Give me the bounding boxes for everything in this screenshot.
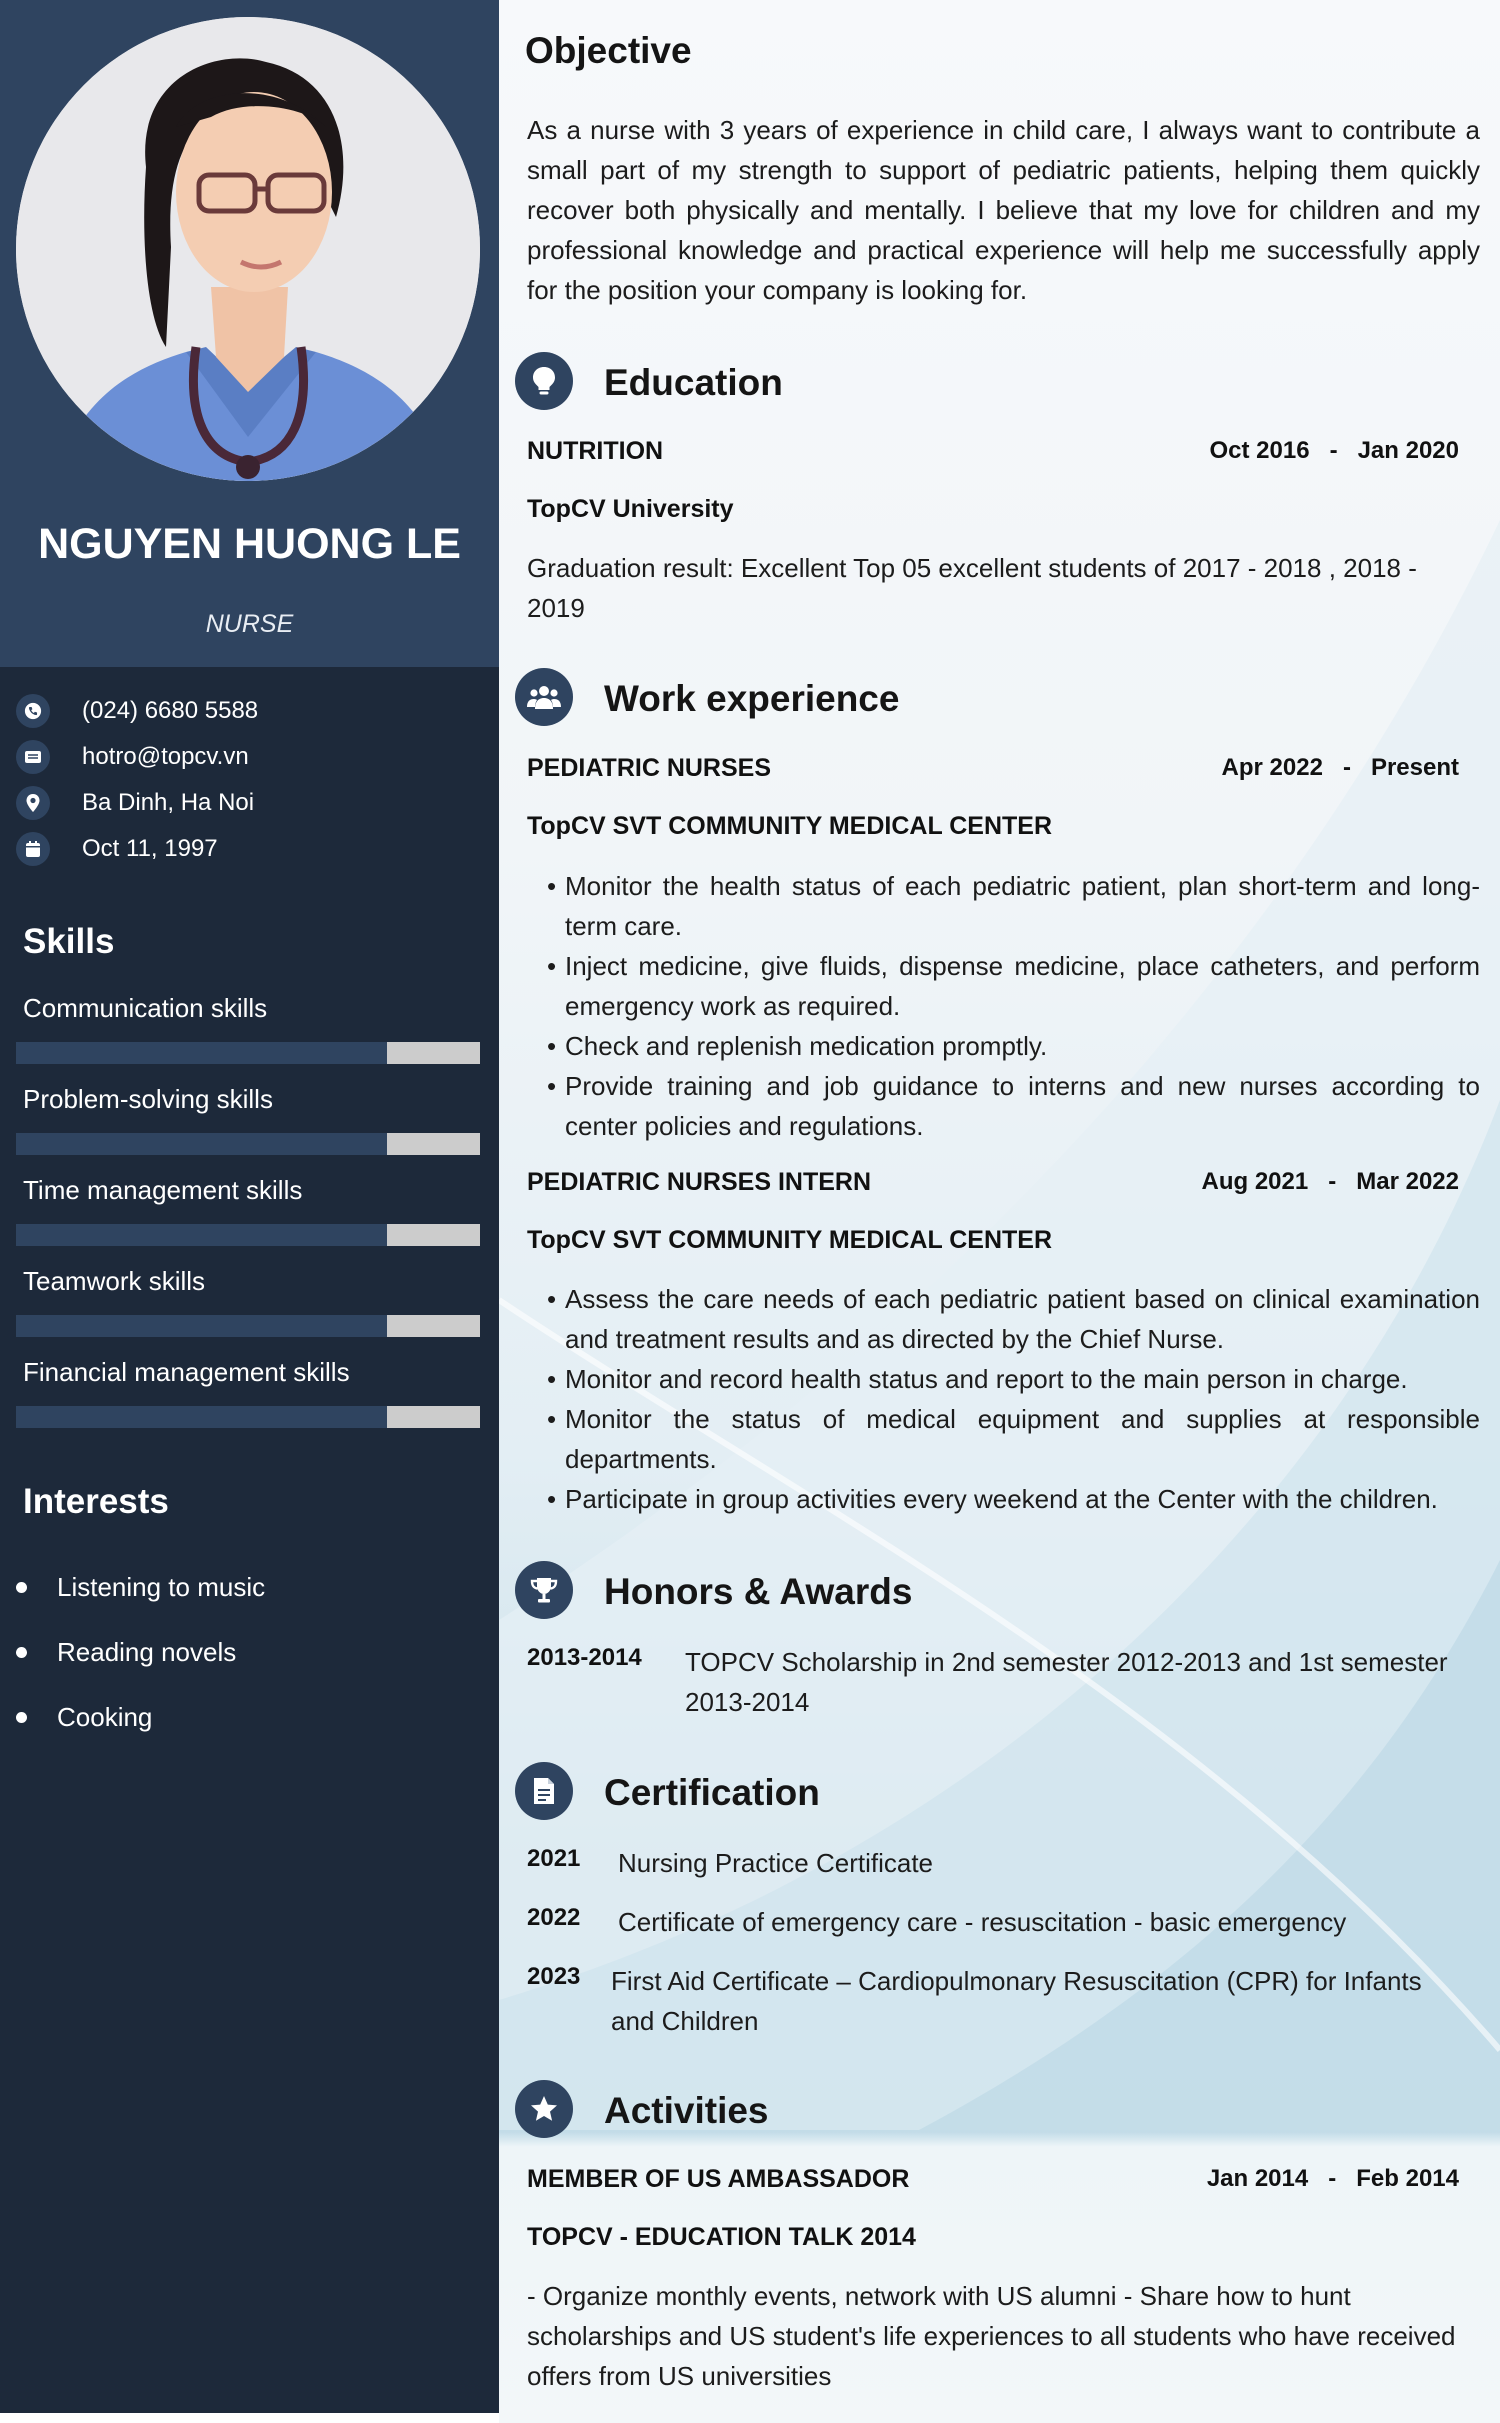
duty-item: • Provide training and job guidance to interns and new nurses according to center policies and regulations. <box>547 1066 1480 1146</box>
bullet-dot <box>16 1647 27 1658</box>
skill-label: Teamwork skills <box>23 1266 206 1296</box>
duty-item: • Check and replenish medication promptly. <box>547 1026 1480 1066</box>
duty-item: • Assess the care needs of each pediatric patient based on clinical examination and treatment results and as directed by the Chief Nurse. <box>547 1279 1480 1359</box>
job-duties <box>547 866 1480 1146</box>
duty-item: • Monitor the status of medical equipment and supplies at responsible departments. <box>547 1399 1480 1479</box>
job-dates: Aug 2021 - Mar 2022 <box>1201 1168 1459 1195</box>
job-duties <box>547 1279 1480 1519</box>
contact-email <box>16 734 486 780</box>
activities-heading: Activities <box>604 2090 769 2131</box>
education-result: Graduation result: Excellent Top 05 excellent students of 2017 - 2018 , 2018 - 2019 <box>527 553 1417 623</box>
contact-list <box>16 688 486 872</box>
education-major: NUTRITION <box>527 437 664 465</box>
honors-heading: Honors & Awards <box>604 1571 913 1612</box>
skill-label: Problem-solving skills <box>23 1084 273 1114</box>
contact-location <box>16 780 486 826</box>
skill-label: Communication skills <box>23 993 268 1023</box>
team-icon <box>515 668 573 726</box>
activity-role: MEMBER OF US AMBASSADOR <box>527 2165 910 2193</box>
cert-year: 2023 <box>527 1963 581 1990</box>
interest-text: Listening to music <box>57 1572 266 1602</box>
award-text: TOPCV Scholarship in 2nd semester 2012-2013 and 1st semester 2013-2014 <box>685 1647 1448 1717</box>
activity-text: - Organize monthly events, network with US alumni - Share how to hunt scholarships and US student's life experiences to all students who have received offers from US universities <box>527 2281 1456 2391</box>
skill-bar <box>16 1042 480 1064</box>
award-year: 2013-2014 <box>527 1644 642 1671</box>
skill-bar <box>16 1315 480 1337</box>
birthday-text: Oct 11, 1997 <box>82 835 218 862</box>
cert-text: Nursing Practice Certificate <box>618 1848 933 1878</box>
phone-icon <box>16 694 50 728</box>
skill-item <box>16 1357 480 1448</box>
skill-item <box>16 1175 480 1266</box>
duty-item: • Monitor and record health status and report to the main person in charge. <box>547 1359 1480 1399</box>
activity-row <box>527 2165 1459 2201</box>
job-company: TopCV SVT COMMUNITY MEDICAL CENTER <box>527 1226 1052 1254</box>
profile-photo <box>16 17 480 481</box>
objective-text: As a nurse with 3 years of experience in child care, I always want to contribute a small part of my strength to support of pediatric patients, helping them quickly recover both physically and mentally. I believe that my love for children and my professional knowledge and practical experience will help me successfully apply for the position your company is looking for. <box>527 115 1480 305</box>
activity-org: TOPCV - EDUCATION TALK 2014 <box>527 2223 916 2251</box>
interest-item <box>16 1620 480 1685</box>
skill-bar-fill <box>16 1406 387 1428</box>
skill-bar-fill <box>16 1042 387 1064</box>
job-dates: Apr 2022 - Present <box>1221 754 1459 781</box>
email-icon <box>16 740 50 774</box>
skill-item <box>16 993 480 1084</box>
job-position: PEDIATRIC NURSES INTERN <box>527 1168 872 1196</box>
skill-label: Time management skills <box>23 1175 303 1205</box>
interest-text: Reading novels <box>57 1637 237 1667</box>
star-icon <box>515 2080 573 2138</box>
cert-text: Certificate of emergency care - resuscitation - basic emergency <box>618 1907 1347 1937</box>
skill-bar <box>16 1224 480 1246</box>
location-icon <box>16 786 50 820</box>
interests-list <box>16 1555 480 1750</box>
calendar-icon <box>16 832 50 866</box>
education-school: TopCV University <box>527 495 734 523</box>
duty-item: • Monitor the health status of each pediatric patient, plan short-term and long-term care. <box>547 866 1480 946</box>
cert-year: 2021 <box>527 1845 581 1872</box>
contact-phone <box>16 688 486 734</box>
duty-item: • Inject medicine, give fluids, dispense medicine, place catheters, and perform emergency work as required. <box>547 946 1480 1026</box>
contact-birthday <box>16 826 486 872</box>
skill-bar <box>16 1133 480 1155</box>
skill-item <box>16 1266 480 1357</box>
skills-heading: Skills <box>23 922 115 961</box>
activity-dates: Jan 2014 - Feb 2014 <box>1206 2165 1459 2192</box>
trophy-icon <box>515 1561 573 1619</box>
skill-item <box>16 1084 480 1175</box>
skill-bar-fill <box>16 1224 387 1246</box>
education-row <box>527 437 1459 473</box>
skills-list <box>16 993 480 1448</box>
work-heading: Work experience <box>604 678 900 719</box>
certification-heading: Certification <box>604 1772 820 1813</box>
cert-text: First Aid Certificate – Cardiopulmonary Resuscitation (CPR) for Infants and Children <box>611 1966 1422 2036</box>
education-heading: Education <box>604 362 783 403</box>
location-text: Ba Dinh, Ha Noi <box>82 789 255 816</box>
skill-bar <box>16 1406 480 1428</box>
sidebar <box>0 0 499 2413</box>
candidate-role: NURSE <box>205 610 294 638</box>
main-content <box>499 0 1500 2423</box>
interest-item <box>16 1555 480 1620</box>
interests-heading: Interests <box>23 1482 169 1521</box>
profile-header <box>0 0 499 667</box>
job-row <box>527 754 1459 790</box>
duty-item: • Participate in group activities every weekend at the Center with the children. <box>547 1479 1480 1519</box>
interest-item <box>16 1685 480 1750</box>
education-dates: Oct 2016 - Jan 2020 <box>1209 437 1459 464</box>
skill-bar-fill <box>16 1315 387 1337</box>
interest-text: Cooking <box>57 1702 153 1732</box>
document-icon <box>515 1762 573 1820</box>
cert-year: 2022 <box>527 1904 581 1931</box>
skill-label: Financial management skills <box>23 1357 350 1387</box>
candidate-name: NGUYEN HUONG LE <box>38 520 461 568</box>
job-position: PEDIATRIC NURSES <box>527 754 772 782</box>
email-text: hotro@topcv.vn <box>82 743 249 770</box>
bullet-dot <box>16 1712 27 1723</box>
phone-text: (024) 6680 5588 <box>82 697 259 724</box>
bullet-dot <box>16 1582 27 1593</box>
job-row <box>527 1168 1459 1204</box>
objective-heading: Objective <box>525 30 692 71</box>
skill-bar-fill <box>16 1133 387 1155</box>
lightbulb-icon <box>515 352 573 410</box>
job-company: TopCV SVT COMMUNITY MEDICAL CENTER <box>527 812 1052 840</box>
